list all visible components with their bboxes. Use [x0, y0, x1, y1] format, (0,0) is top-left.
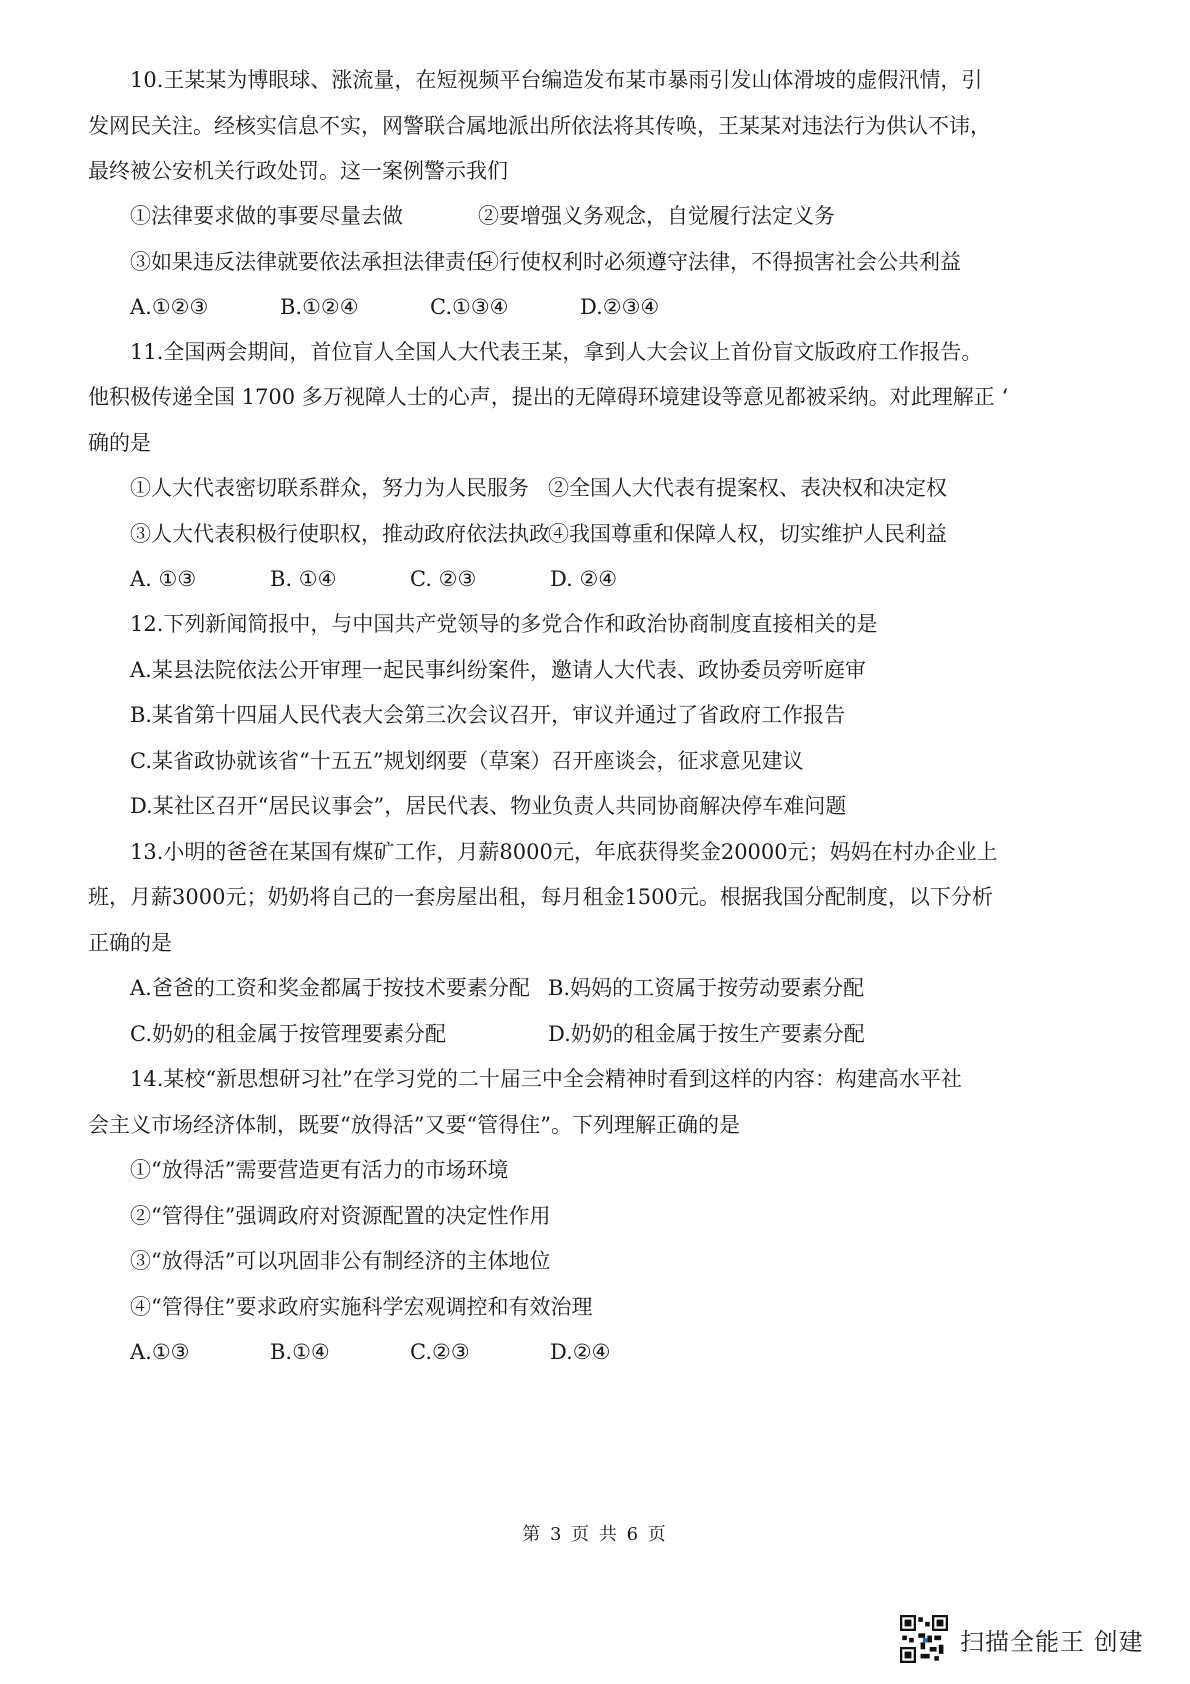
q10-choice-b: B.①②④: [280, 295, 359, 319]
q12-option-d: D.某社区召开“居民议事会”，居民代表、物业负责人共同协商解决停车难问题: [130, 794, 847, 818]
q14-statement-1: ①“放得活”需要营造更有活力的市场环境: [130, 1158, 509, 1182]
q13-option-a: A.爸爸的工资和奖金都属于按技术要素分配: [130, 976, 530, 1000]
q11-statement-2: ②全国人大代表有提案权、表决权和决定权: [548, 476, 947, 500]
q12-option-c: C.某省政协就该省“十五五”规划纲要（草案）召开座谈会，征求意见建议: [130, 749, 804, 773]
q10-stem-line-2: 发网民关注。经核实信息不实，网警联合属地派出所依法将其传唤，王某某对违法行为供认不讳，: [88, 114, 991, 138]
q11-choice-c: C. ②③: [410, 567, 477, 591]
q14-statement-4: ④“管得住”要求政府实施科学宏观调控和有效治理: [130, 1295, 593, 1319]
q13-option-d: D.奶奶的租金属于按生产要素分配: [548, 1022, 865, 1046]
q14-choice-d: D.②④: [550, 1340, 611, 1364]
q14-stem-line-2: 会主义市场经济体制，既要“放得活”又要“管得住”。下列理解正确的是: [88, 1113, 740, 1137]
q11-stem-line-1: 11.全国两会期间，首位盲人全国人大代表王某，拿到人大会议上首份盲文版政府工作报告。: [130, 340, 983, 364]
q11-choice-a: A. ①③: [130, 567, 197, 591]
q12-option-a: A.某县法院依法公开审理一起民事纠纷案件，邀请人大代表、政协委员旁听庭审: [130, 658, 866, 682]
q10-statement-1: ①法律要求做的事要尽量去做: [130, 204, 403, 228]
q10-choice-a: A.①②③: [130, 295, 209, 319]
q10-stem-line-1: 10.王某某为博眼球、涨流量，在短视频平台编造发布某市暴雨引发山体滑坡的虚假汛情，引: [130, 68, 983, 92]
q11-choice-d: D. ②④: [550, 567, 618, 591]
q14-statement-2: ②“管得住”强调政府对资源配置的决定性作用: [130, 1204, 551, 1228]
q11-stem-line-2: 他积极传递全国 1700 多万视障人士的心声，提出的无障碍环境建设等意见都被采纳。对此理解正 ‘: [88, 385, 1009, 409]
q13-stem-line-3: 正确的是: [88, 931, 172, 955]
q10-statement-4: ④行使权利时必须遵守法律，不得损害社会公共利益: [478, 250, 961, 274]
q11-statement-3: ③人大代表积极行使职权，推动政府依法执政: [130, 522, 550, 546]
q14-stem-line-1: 14.某校“新思想研习社”在学习党的二十届三中全会精神时看到这样的内容：构建高水平社: [130, 1067, 962, 1091]
q12-stem-line-1: 12.下列新闻简报中，与中国共产党领导的多党合作和政治协商制度直接相关的是: [130, 612, 878, 636]
q11-stem-line-3: 确的是: [88, 431, 151, 455]
page-number: 第 3 页 共 6 页: [522, 1524, 668, 1545]
q11-choice-b: B. ①④: [270, 567, 337, 591]
qr-code-icon: [900, 1615, 948, 1663]
q10-statement-3: ③如果违反法律就要依法承担法律责任: [130, 250, 487, 274]
q14-choice-b: B.①④: [270, 1340, 330, 1364]
q13-option-c: C.奶奶的租金属于按管理要素分配: [130, 1022, 446, 1046]
q10-choice-d: D.②③④: [580, 295, 660, 319]
q13-option-b: B.妈妈的工资属于按劳动要素分配: [548, 976, 865, 1000]
q10-stem-line-3: 最终被公安机关行政处罚。这一案例警示我们: [88, 159, 508, 183]
q14-choice-c: C.②③: [410, 1340, 470, 1364]
q11-statement-1: ①人大代表密切联系群众，努力为人民服务: [130, 476, 529, 500]
q13-stem-line-2: 班，月薪3000元；奶奶将自己的一套房屋出租，每月租金1500元。根据我国分配制度，以下分析: [88, 885, 993, 909]
q13-stem-line-1: 13.小明的爸爸在某国有煤矿工作，月薪8000元，年底获得奖金20000元；妈妈在村办企业上: [130, 840, 998, 864]
q10-choice-c: C.①③④: [430, 295, 509, 319]
q14-statement-3: ③“放得活”可以巩固非公有制经济的主体地位: [130, 1249, 551, 1273]
scanner-watermark: [900, 1615, 1144, 1663]
watermark-text: 扫描全能王 创建: [960, 1627, 1144, 1656]
q12-option-b: B.某省第十四届人民代表大会第三次会议召开，审议并通过了省政府工作报告: [130, 703, 846, 727]
q11-statement-4: ④我国尊重和保障人权，切实维护人民利益: [548, 522, 947, 546]
q10-statement-2: ②要增强义务观念，自觉履行法定义务: [478, 204, 835, 228]
q14-choice-a: A.①③: [130, 1340, 190, 1364]
